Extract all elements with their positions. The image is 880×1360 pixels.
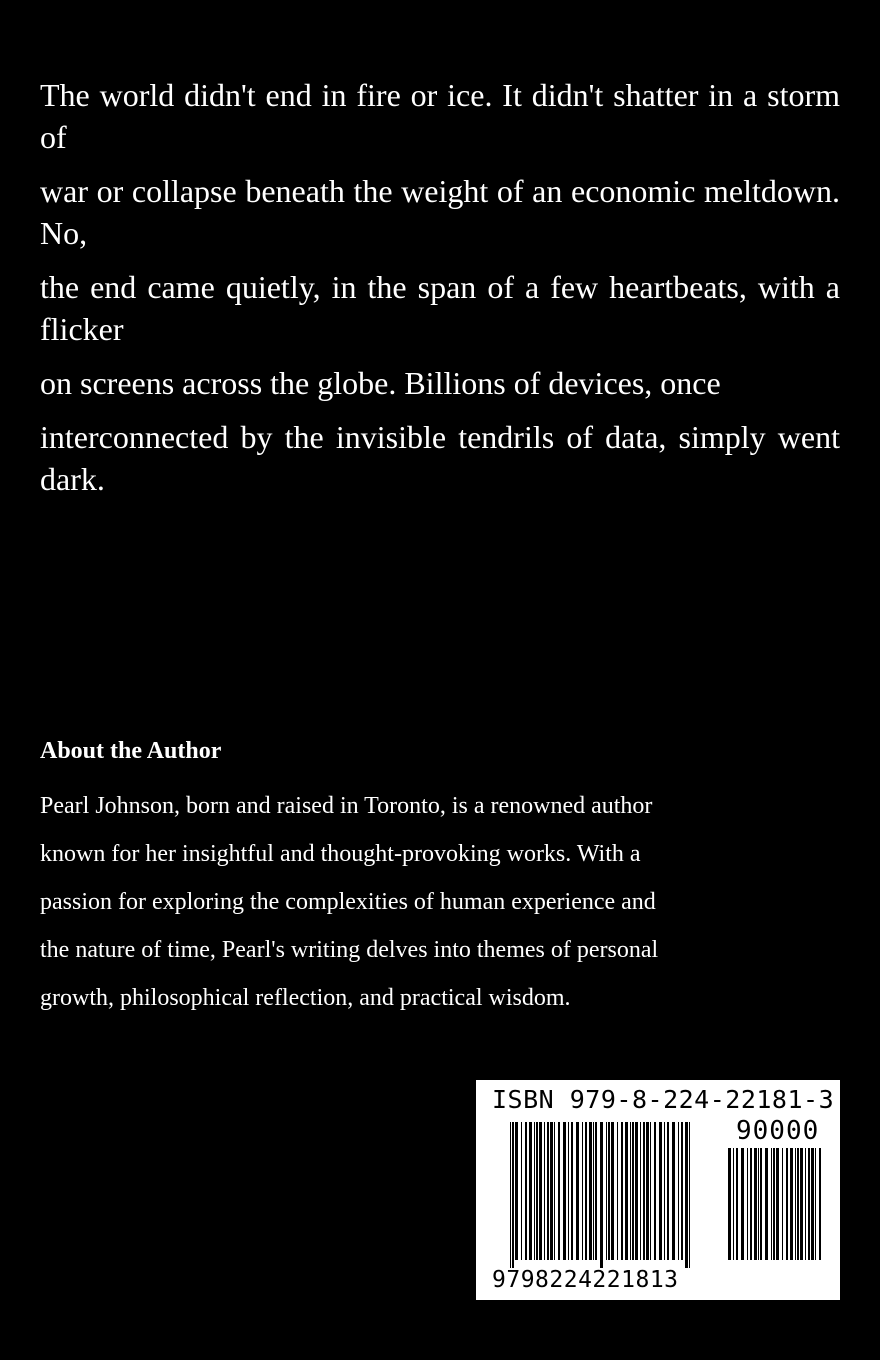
barcode-bar xyxy=(811,1148,814,1260)
barcode-bar xyxy=(678,1122,679,1260)
barcode-bar xyxy=(589,1122,592,1260)
barcode-bar xyxy=(515,1122,518,1260)
price-addon-label: 90000 xyxy=(736,1116,820,1146)
barcode-bar xyxy=(630,1122,631,1260)
blurb-paragraph: interconnected by the invisible tendrils of data, simply went dark. xyxy=(40,419,840,497)
barcode-bar xyxy=(808,1148,810,1260)
barcode-bar xyxy=(685,1122,688,1268)
barcode-bar xyxy=(741,1148,744,1260)
barcode-bar xyxy=(640,1122,641,1260)
barcode-bar xyxy=(529,1122,532,1260)
barcode-main-bars xyxy=(510,1122,710,1272)
barcode-bar xyxy=(776,1148,779,1260)
barcode-bar xyxy=(576,1122,579,1260)
barcode-bar xyxy=(536,1122,538,1260)
barcode-bar xyxy=(773,1148,775,1260)
blurb-paragraph: The world didn't end in fire or ice. It didn't shatter in a storm of xyxy=(40,77,840,155)
barcode-bar xyxy=(593,1122,594,1260)
blurb-paragraph: the end came quietly, in the span of a few heartbeats, with a flicker xyxy=(40,269,840,347)
barcode-bar xyxy=(667,1122,669,1260)
isbn-barcode xyxy=(476,1080,840,1300)
barcode-bar xyxy=(585,1122,587,1260)
author-bio-line: the nature of time, Pearl's writing delves into themes of personal xyxy=(40,937,659,963)
barcode-bar xyxy=(534,1122,535,1260)
barcode-bar xyxy=(736,1148,738,1260)
barcode-bar xyxy=(550,1122,553,1260)
barcode-bar xyxy=(747,1148,748,1260)
author-bio-line: Pearl Johnson, born and raised in Toronto, is a renowned author xyxy=(40,793,653,819)
barcode-bar xyxy=(664,1122,665,1260)
barcode-bar xyxy=(554,1122,555,1260)
barcode-bar xyxy=(563,1122,566,1260)
author-bio-line: growth, philosophical reflection, and practical wisdom. xyxy=(40,985,571,1011)
barcode-bar xyxy=(606,1122,607,1260)
barcode-bar xyxy=(544,1122,545,1260)
barcode-bar xyxy=(625,1122,628,1260)
barcode-bar xyxy=(750,1148,752,1260)
about-heading: About the Author xyxy=(40,738,222,764)
barcode-bar xyxy=(771,1148,772,1260)
barcode-bar xyxy=(646,1122,649,1260)
barcode-addon-bars xyxy=(728,1148,828,1270)
barcode-bar xyxy=(547,1122,549,1260)
barcode-bar xyxy=(815,1148,816,1260)
barcode-bar xyxy=(819,1148,821,1260)
barcode-bar xyxy=(797,1148,799,1260)
barcode-bar xyxy=(558,1122,560,1260)
barcode-bar xyxy=(582,1122,583,1260)
barcode-bar xyxy=(760,1148,762,1260)
barcode-bar xyxy=(654,1122,656,1260)
isbn-label: ISBN 979-8-224-22181-3 xyxy=(492,1085,835,1114)
barcode-bar xyxy=(539,1122,542,1260)
author-bio-line: known for her insightful and thought-provoking works. With a xyxy=(40,841,641,867)
barcode-bar xyxy=(643,1122,645,1260)
barcode-bar xyxy=(681,1122,683,1260)
barcode-bar xyxy=(512,1122,514,1268)
barcode-bar xyxy=(568,1122,569,1260)
barcode-bar xyxy=(600,1122,603,1268)
barcode-bar xyxy=(782,1148,783,1260)
barcode-bar xyxy=(754,1148,757,1260)
blurb-paragraph: war or collapse beneath the weight of an economic meltdown. No, xyxy=(40,173,840,251)
barcode-bar xyxy=(510,1122,511,1268)
barcode-bar xyxy=(635,1122,638,1260)
barcode-bar xyxy=(621,1122,623,1260)
barcode-bar xyxy=(521,1122,522,1260)
barcode-bar xyxy=(595,1122,597,1260)
barcode-bar xyxy=(795,1148,796,1260)
barcode-bar xyxy=(790,1148,793,1260)
blurb-paragraph: on screens across the globe. Billions of devices, once xyxy=(40,365,721,401)
barcode-digits: 9798224221813 xyxy=(492,1267,679,1293)
barcode-bar xyxy=(728,1148,731,1260)
barcode-bar xyxy=(632,1122,634,1260)
author-bio-line: passion for exploring the complexities of human experience and xyxy=(40,889,656,915)
about-the-author-section xyxy=(40,734,740,1022)
barcode-bar xyxy=(689,1122,690,1268)
barcode-bar xyxy=(617,1122,618,1260)
barcode-bar xyxy=(571,1122,573,1260)
barcode-bar xyxy=(786,1148,788,1260)
barcode-bar xyxy=(765,1148,768,1260)
barcode-bar xyxy=(672,1122,675,1260)
barcode-bar xyxy=(659,1122,662,1260)
barcode-bar xyxy=(650,1122,651,1260)
barcode-bar xyxy=(758,1148,759,1260)
book-blurb xyxy=(40,74,840,512)
barcode-bar xyxy=(611,1122,614,1260)
barcode-bar xyxy=(608,1122,610,1260)
barcode-bar xyxy=(805,1148,806,1260)
barcode-bar xyxy=(800,1148,803,1260)
barcode-bar xyxy=(525,1122,527,1260)
barcode-bar xyxy=(733,1148,734,1260)
